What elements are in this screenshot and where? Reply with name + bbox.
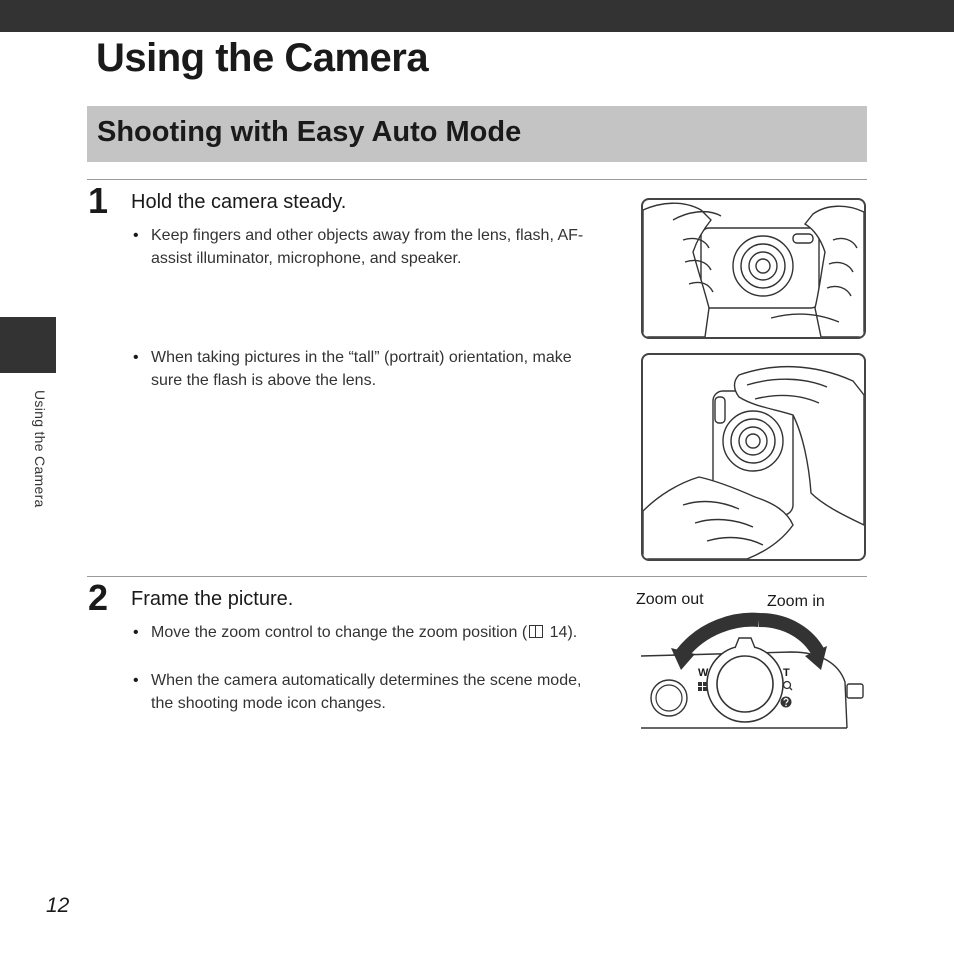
step-2-bullet-1 bbox=[133, 621, 593, 644]
step-2-number: 2 bbox=[88, 577, 109, 618]
zoom-out-label: Zoom out bbox=[636, 591, 704, 608]
thumbnail-grid-icon bbox=[698, 682, 707, 691]
page-title: Using the Camera bbox=[96, 36, 429, 80]
zoom-in-arrow bbox=[759, 620, 819, 654]
portrait-hold-drawing bbox=[643, 355, 864, 559]
tele-marker: T bbox=[783, 667, 790, 679]
step-2-divider bbox=[87, 576, 867, 577]
step-1-bullet-2: • When taking pictures in the “tall” (portrait) orientation, make sure the flash is above the lens. bbox=[133, 346, 593, 392]
section-header bbox=[87, 106, 867, 162]
landscape-hold-illustration bbox=[641, 198, 866, 339]
step-1-number: 1 bbox=[88, 180, 109, 221]
chapter-side-label: Using the Camera bbox=[32, 390, 48, 508]
step-1-divider bbox=[87, 179, 867, 180]
shutter-release-button bbox=[717, 656, 773, 712]
chapter-side-tab bbox=[0, 317, 56, 373]
step-2-bullet-2: • When the camera automatically determines the scene mode, the shooting mode icon changes. bbox=[133, 669, 593, 715]
step-1-heading: Hold the camera steady. bbox=[131, 191, 347, 213]
help-icon bbox=[781, 697, 792, 708]
zoom-control-diagram bbox=[641, 612, 866, 730]
step-1-bullet-1: • Keep fingers and other objects away from the lens, flash, AF-assist illuminator, microphone, and speaker. bbox=[133, 224, 593, 270]
portrait-hold-illustration bbox=[641, 353, 866, 561]
step-2-bullet-1-text: Move the zoom control to change the zoom position ( bbox=[151, 624, 528, 641]
top-bar bbox=[0, 0, 954, 32]
book-icon bbox=[529, 625, 543, 638]
wide-marker: W bbox=[698, 667, 709, 679]
landscape-hold-drawing bbox=[643, 200, 864, 337]
step-2-bullet-1-ref: 14). bbox=[545, 624, 578, 641]
step-2-heading: Frame the picture. bbox=[131, 588, 294, 610]
zoom-in-label: Zoom in bbox=[767, 593, 825, 610]
magnify-icon bbox=[784, 682, 793, 691]
page-number: 12 bbox=[46, 894, 70, 917]
section-title: Shooting with Easy Auto Mode bbox=[97, 116, 522, 148]
